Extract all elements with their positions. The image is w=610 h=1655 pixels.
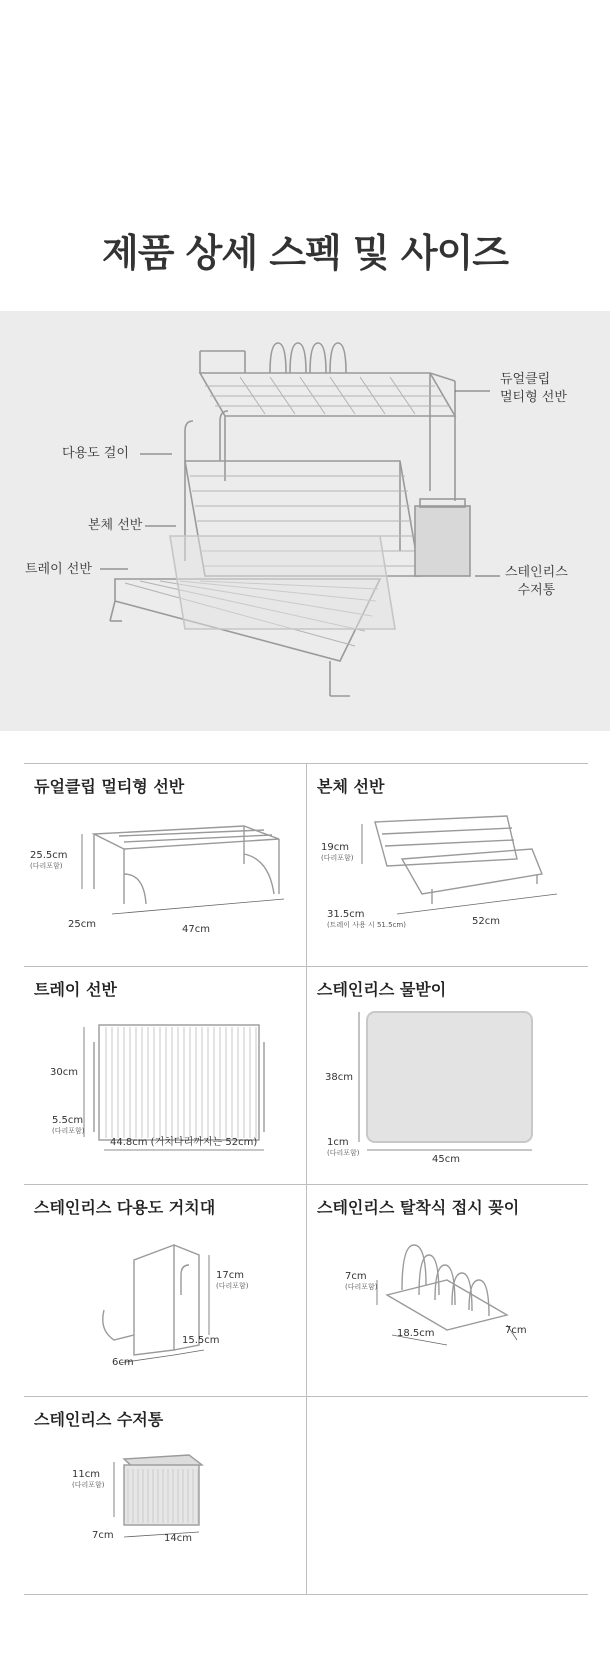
dim-width: 15.5cm [182, 1335, 220, 1346]
dim-width: 45cm [432, 1154, 460, 1165]
spec-card-cutlery-holder [24, 1397, 306, 1594]
dim-depth: 6cm [112, 1357, 134, 1368]
spec-title: 트레이 선반 [34, 980, 117, 999]
dim-depth: 30cm [50, 1067, 78, 1078]
dim-height: 17cm (다리포함) [216, 1270, 249, 1290]
page-title: 제품 상세 스펙 및 사이즈 [102, 231, 508, 275]
dim-width: 14cm [164, 1533, 192, 1544]
spec-title: 듀얼클립 멀티형 선반 [34, 777, 185, 796]
dim-depth: 25cm [68, 919, 96, 930]
cutlery-holder-drawing [24, 1397, 306, 1594]
spec-grid [24, 763, 588, 1595]
dim-depth: 38cm [325, 1072, 353, 1083]
hero-product-illustration [0, 311, 610, 731]
dim-depth: 31.5cm (트레이 사용 시 51.5cm) [327, 909, 406, 929]
spec-card-plate-rack [307, 1185, 588, 1396]
callout-main-shelf: 본체 선반 [88, 518, 143, 533]
callout-tray-shelf: 트레이 선반 [25, 562, 92, 577]
spec-title: 본체 선반 [317, 777, 385, 796]
utensil-stand-drawing [24, 1185, 306, 1396]
dim-height: 1cm (다리포함) [327, 1137, 360, 1157]
main-shelf-drawing [307, 764, 588, 966]
spec-title: 스테인리스 수저통 [34, 1410, 164, 1429]
spec-card-tray-shelf [24, 967, 306, 1184]
dim-depth: 7cm [505, 1325, 527, 1336]
dim-height: 25.5cm (다리포함) [30, 850, 68, 870]
spec-card-utensil-stand [24, 1185, 306, 1396]
spec-card-drain-tray [307, 967, 588, 1184]
dim-height: 5.5cm (다리포함) [52, 1115, 85, 1135]
callout-utensil-hanger: 다용도 걸이 [62, 446, 129, 461]
spec-card-main-shelf [307, 764, 588, 966]
spec-title: 스테인리스 탈착식 접시 꽂이 [317, 1198, 520, 1217]
dim-height: 19cm (다리포함) [321, 842, 354, 862]
dim-depth: 7cm [92, 1530, 114, 1541]
spec-card-empty [307, 1397, 588, 1594]
spec-title: 스테인리스 물받이 [317, 980, 447, 999]
dim-width: 18.5cm [397, 1328, 435, 1339]
dim-width: 47cm [182, 924, 210, 935]
dim-width: 44.8cm (거치다리까지는 52cm) [110, 1137, 258, 1148]
dim-height: 7cm (다리포함) [345, 1271, 378, 1291]
spec-card-dual-clip-shelf [24, 764, 306, 966]
spec-title: 스테인리스 다용도 거치대 [34, 1198, 216, 1217]
callout-cutlery-holder: 스테인리스 수저통 [505, 565, 568, 598]
dim-width: 52cm [472, 916, 500, 927]
callout-dual-clip-shelf: 듀얼클립 멀티형 선반 [500, 372, 567, 405]
dim-height: 11cm (다리포함) [72, 1469, 105, 1489]
